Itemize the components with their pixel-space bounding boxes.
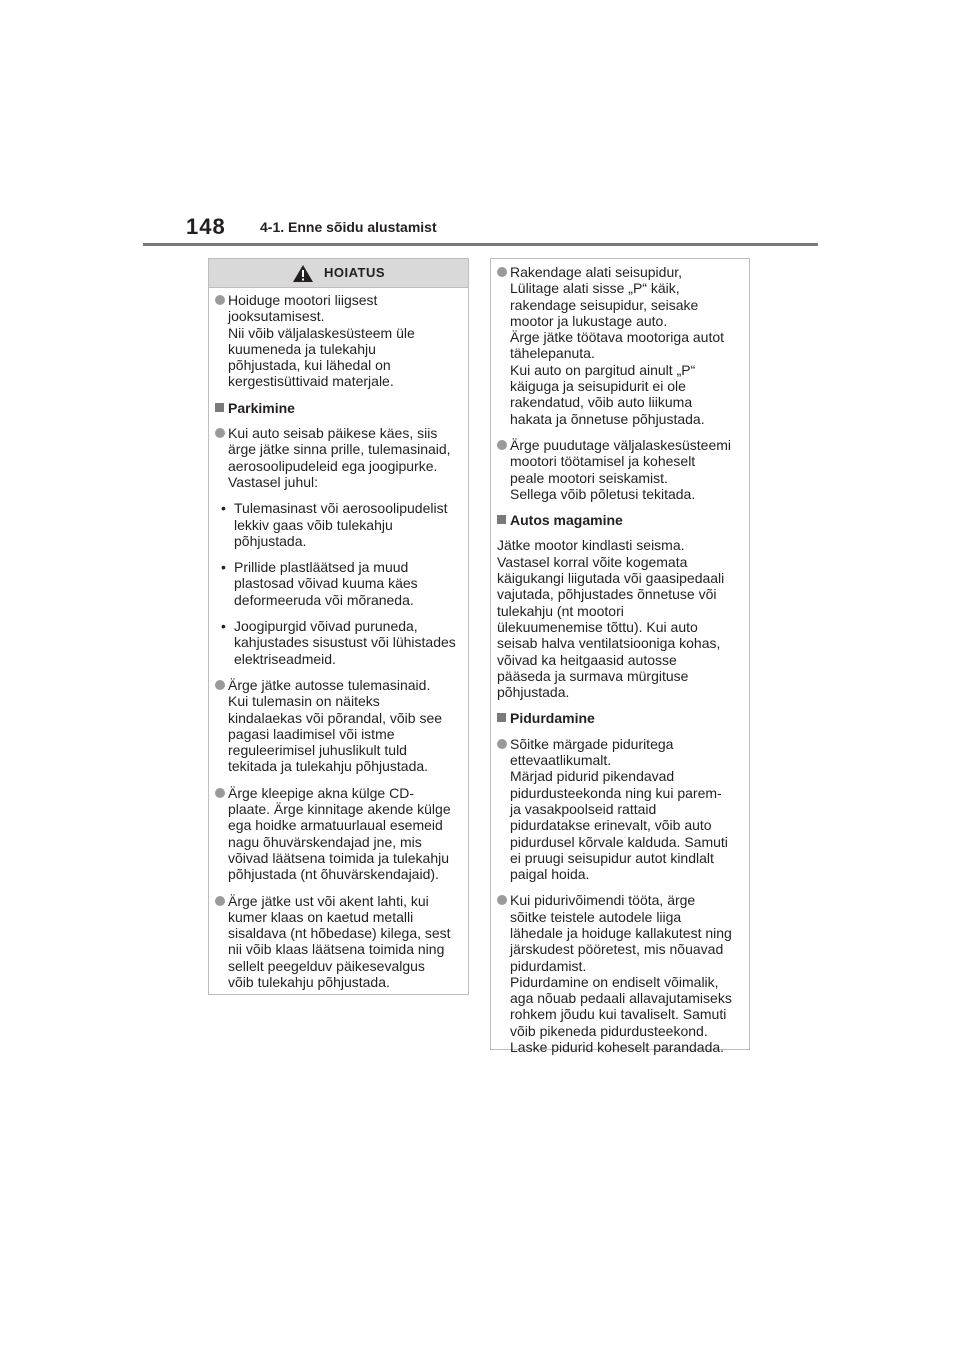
item-text: Ärge jätke autosse tulemasinaid. Kui tulemasin on näiteks kindalaekas või põrandal, võib see pagasi laadimisel või istme reguleerimisel juhuslikult tuld tekitada ja tulekahju põhjustada.	[228, 676, 443, 775]
item-text: Rakendage alati seisupidur, Lülitage alati sisse „P“ käik, rakendage seisupidur, seisake mootor ja lukustage auto. Ärge jätke töötava mootoriga autot tähelepanuta. Kui auto on pargitud ainult „P“ käiguga ja seisupidurit ei ole rakendatud, võib auto liikuma hakata ja õnnetuse põhjustada.	[510, 264, 725, 427]
warning-triangle-icon	[292, 264, 314, 283]
item-text: Kui pidurivõimendi tööta, ärge sõitke teistele autodele liiga lähedale ja hoiduge kallakutest ning järskudest pööretest, mis nõuavad pidurdamist. Pidurdamine on endiselt võimalik, aga nõuab pedaali allavajutamiseks rohkem jõudu kui tavaliselt. Samuti võib pikeneda pidurdusteekond. Laske pidurid koheselt parandada.	[510, 892, 732, 1056]
item-text: Ärge jätke ust või akent lahti, kui kumer klaas on kaetud metalli sisaldava (nt hõbedase) kilega, sest nii võib klaas läätsena toimida ning sellelt peegelduv päikesevalgus võib tulekahju põhjustada.	[228, 892, 451, 990]
warning-box-right	[490, 258, 750, 1056]
item-text: Joogipurgid võivad puruneda, kahjustades sisustust või lühistades elektriseadmeid.	[234, 618, 456, 667]
subheading-text: Parkimine	[228, 399, 295, 416]
bullet-icon	[497, 739, 507, 749]
list-item	[497, 437, 741, 502]
item-text: Ärge puudutage väljalaskesüsteemi mootori töötamisel ja koheselt peale mootori seiskamist. Sellega võib põletusi tekitada.	[510, 436, 732, 502]
page-number: 148	[186, 214, 226, 239]
list-item	[215, 785, 458, 883]
subheading-sleeping	[497, 512, 741, 528]
warning-header	[209, 259, 468, 288]
square-bullet-icon	[497, 713, 506, 722]
subheading-parking	[215, 400, 458, 416]
sub-list-item	[215, 500, 458, 549]
item-text: Kui auto seisab päikese käes, siis ärge jätke sinna prille, tulemasinaid, aerosoolipudeleid ega joogipurke. Vastasel juhul:	[228, 425, 451, 490]
square-bullet-icon	[215, 403, 224, 412]
list-item	[215, 677, 458, 775]
header-rule	[143, 243, 818, 246]
item-text: Ärge kleepige akna külge CD- plaate. Ärge kinnitage akende külge ega hoidke armatuurlaual esemeid nagu õhuvärskendajad jne, mis võivad läätsena toimida ja tulekahju põhjustada (nt õhuvärskendajaid).	[228, 784, 451, 883]
bullet-icon	[215, 680, 225, 690]
item-text: Hoiduge mootori liigsest jooksutamisest. Nii võib väljalaskesüsteem üle kuumeneda ja tulekahju põhjustada, kui lähedal on kergestisüttivaid materjale.	[228, 292, 415, 390]
bullet-icon	[215, 896, 225, 906]
warning-box-left	[208, 258, 469, 995]
bullet-icon	[215, 295, 225, 305]
bullet-icon	[497, 267, 507, 277]
sub-list-item	[215, 618, 458, 667]
square-bullet-icon	[497, 515, 506, 524]
list-item	[215, 893, 458, 991]
subheading-text: Pidurdamine	[510, 710, 595, 727]
subheading-braking	[497, 710, 741, 726]
bullet-icon	[497, 440, 507, 450]
item-text: Prillide plastläätsed ja muud plastosad võivad kuuma käes deformeeruda või mõraneda.	[234, 559, 418, 608]
list-item	[497, 892, 741, 1055]
list-item	[215, 425, 458, 490]
sub-list-item	[215, 559, 458, 608]
sub-bullet: •	[221, 500, 226, 517]
item-text: Tulemasinast või aerosoolipudelist lekkiv gaas võib tulekahju põhjustada.	[234, 500, 448, 549]
list-item	[497, 264, 741, 427]
list-item	[497, 736, 741, 883]
bullet-icon	[497, 895, 507, 905]
bullet-icon	[215, 788, 225, 798]
item-text: Sõitke märgade piduritega ettevaatlikumalt. Märjad pidurid pikendavad pidurdusteekonda ning kui parem- ja vasakpoolseid rattaid pidurdatakse erinevalt, võib auto pidurdusel kõrvale kalduda. Samuti ei pruugi seisupidur autot kindlalt paigal hoida.	[510, 735, 728, 883]
sub-bullet: •	[221, 618, 226, 635]
list-item	[215, 292, 458, 390]
subheading-text: Autos magamine	[510, 512, 623, 529]
sub-bullet: •	[221, 559, 226, 576]
warning-title: HOIATUS	[323, 264, 386, 280]
bullet-icon	[215, 428, 225, 438]
paragraph: Jätke mootor kindlasti seisma. Vastasel korral võite kogemata käigukangi liigutada või gaasipedaali vajutada, põhjustades õnnetuse või tulekahju (nt mootori ülekuumenemise tõttu). Kui auto seisab halva ventilatsiooniga kohas, võivad ka heitgaasid autosse pääseda ja surmava mürgituse põhjustada.	[497, 537, 725, 701]
section-title: 4-1. Enne sõidu alustamist	[260, 219, 437, 235]
